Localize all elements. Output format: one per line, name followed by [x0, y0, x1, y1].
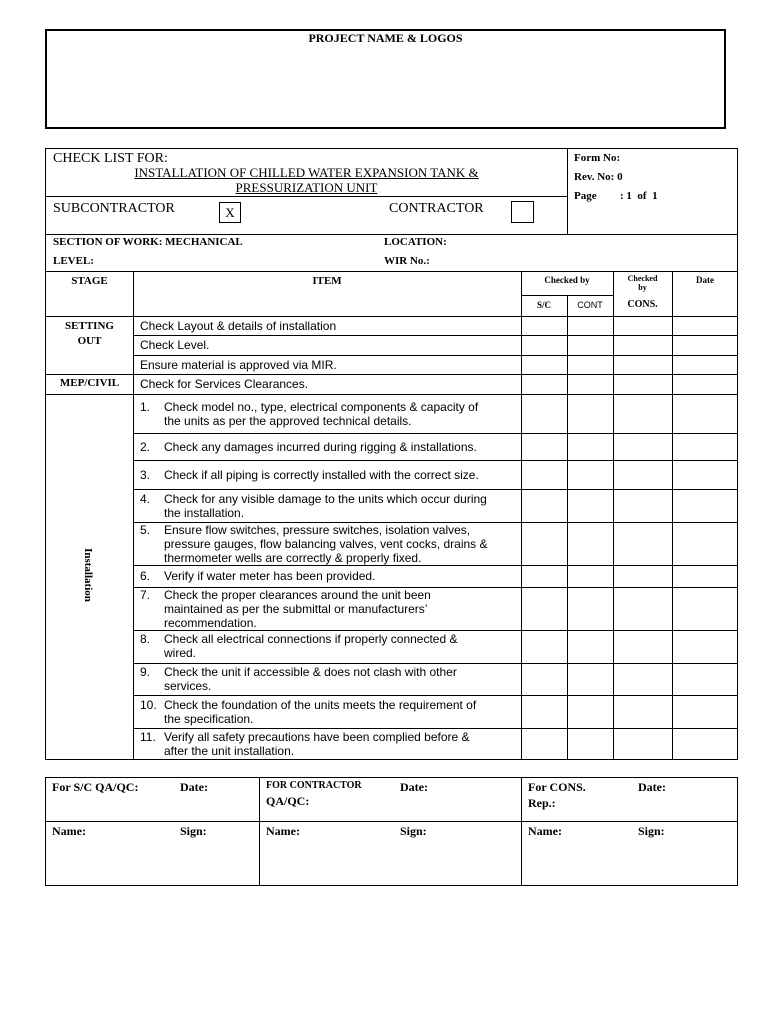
level-label: LEVEL: — [53, 255, 94, 267]
form-no-label: Form No: — [574, 152, 621, 164]
stage-mep-civil: MEP/CIVIL — [59, 377, 120, 389]
stage-setting-out-line1: SETTING — [65, 320, 114, 332]
checklist-form: CHECK LIST FOR: INSTALLATION OF CHILLED WATER EXPANSION TANK & PRESSURIZATION UNIT Form No: Rev. No: 0 Page : 1 of 1 SUBCONTRACTOR X CONTRACTOR SECTION OF WORK: MECHANICAL LOCATION: LEVEL: WIR No.: STAGE ITEM Checked by Checked by Date S/C CONT CONS. SETTING OUT MEP/CIVIL Installation Check Layout & details of installation Check Level. Ensure material is approved via MIR. Check for Services Clearances. 1. Check model no., type, electrical components & capacity of the units as per the approved technical details. 2. Check any damages incurred during rigging & installations. 3. Check if all piping is correctly installed with the correct size. 4. Check for any visible damage to the units which occur during the installation. 5. Ensure flow switches, pressure switches, isolation valves, pressure gauges, flow balancing valves, vent cocks, drains & thermometer wells are correctly & properly fixed. 6. Verify if water meter has been provided. 7. Check the proper clearances around the unit been maintained as per the submittal or manufacturers’ recommendation. 8. Check all electrical connections if properly connected & wired. 9. Check the unit if accessible & does not clash with other services. 10. Check the foundation of the units meets the requirement of the specification. 11. Verify all safety precautions have been complied before & after the unit installation. — [45, 148, 738, 760]
setting-out-item-2: Check Level. — [140, 338, 210, 352]
subcontractor-checkbox[interactable]: X — [219, 202, 241, 223]
checked-by-header: Checked by — [544, 275, 590, 285]
location-label: LOCATION: — [384, 236, 447, 248]
rev-no-label: Rev. No: 0 — [574, 171, 623, 183]
cons-rep-label-2: Rep.: — [528, 796, 556, 810]
contractor-name-label: Name: — [266, 824, 300, 838]
check-list-for-label: CHECK LIST FOR: — [53, 151, 168, 166]
sc-date-label: Date: — [180, 780, 208, 794]
setting-out-item-3: Ensure material is approved via MIR. — [140, 358, 337, 372]
checked-by-header-2: Checked by — [627, 274, 658, 292]
section-of-work-label: SECTION OF WORK: MECHANICAL — [53, 236, 243, 248]
cons-name-label: Name: — [528, 824, 562, 838]
contractor-sign-label: Sign: — [400, 824, 427, 838]
setting-out-item-1: Check Layout & details of installation — [140, 319, 337, 333]
cons-rep-label-1: For CONS. — [528, 780, 586, 794]
page-value: : 1 of 1 — [620, 190, 658, 202]
sc-header: S/C — [536, 300, 551, 310]
sc-name-label: Name: — [52, 824, 86, 838]
sc-qaqc-label: For S/C QA/QC: — [52, 780, 139, 794]
contractor-date-label: Date: — [400, 780, 428, 794]
project-header-box — [45, 29, 726, 129]
mep-civil-item-1: Check for Services Clearances. — [140, 377, 309, 391]
stage-header: STAGE — [71, 275, 108, 287]
cont-header: CONT — [577, 300, 603, 310]
signoff-table — [45, 777, 738, 886]
date-header: Date — [696, 275, 714, 285]
checklist-subject-line2: PRESSURIZATION UNIT — [235, 180, 378, 195]
cons-date-label: Date: — [638, 780, 666, 794]
item-header: ITEM — [312, 275, 342, 287]
page-label: Page — [574, 190, 597, 202]
stage-setting-out-line2: OUT — [77, 335, 102, 347]
cons-header: CONS. — [627, 299, 658, 310]
cons-sign-label: Sign: — [638, 824, 665, 838]
contractor-checkbox[interactable] — [511, 201, 534, 223]
contractor-label: CONTRACTOR — [389, 201, 484, 216]
project-header-title: PROJECT NAME & LOGOS — [308, 31, 463, 45]
sc-sign-label: Sign: — [180, 824, 207, 838]
subcontractor-label: SUBCONTRACTOR — [53, 201, 175, 216]
contractor-qaqc-label-2: QA/QC: — [266, 794, 310, 808]
checklist-subject-line1: INSTALLATION OF CHILLED WATER EXPANSION TANK & — [134, 165, 479, 180]
stage-installation: Installation — [82, 548, 94, 602]
wir-no-label: WIR No.: — [384, 255, 430, 267]
contractor-qaqc-label-1: FOR CONTRACTOR — [266, 780, 362, 791]
